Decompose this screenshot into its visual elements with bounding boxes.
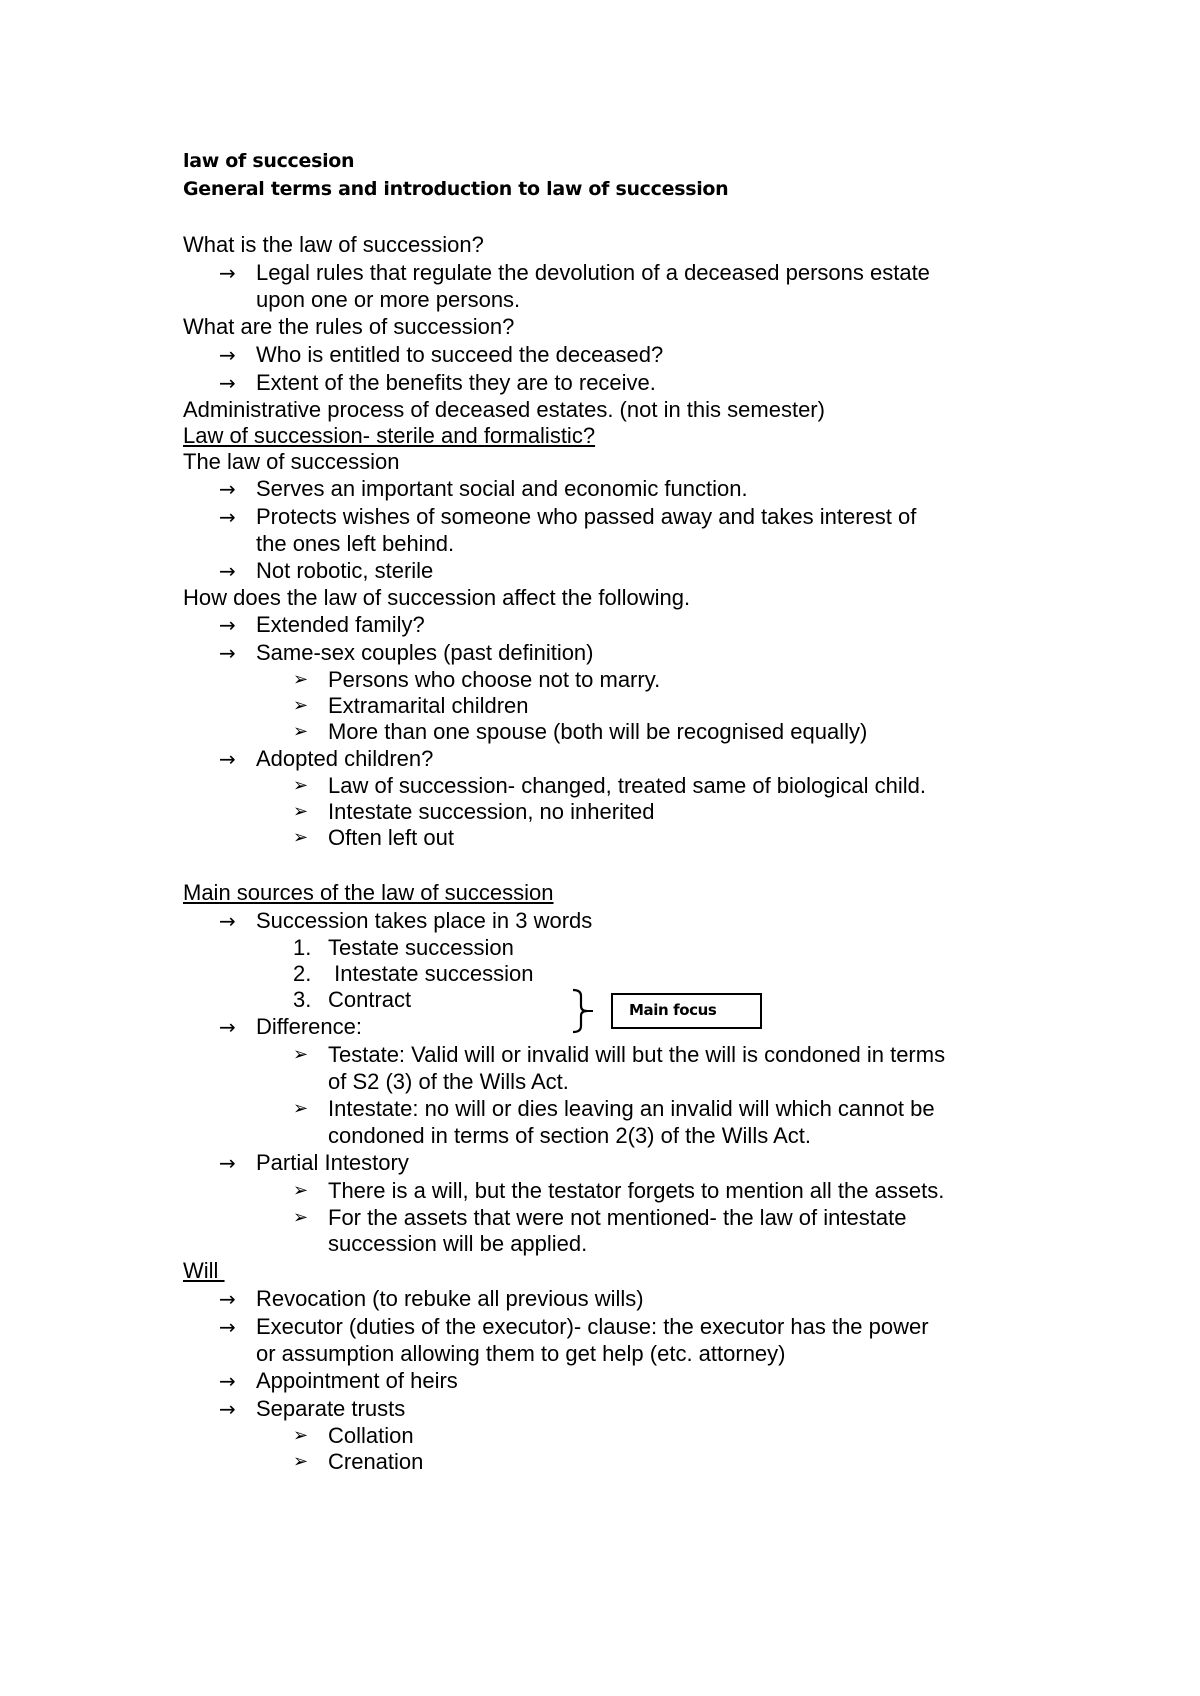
sub-list-item: ➢ Crenation xyxy=(293,1449,424,1474)
document-body xyxy=(183,147,1063,1475)
sub-list-item: ➢ Intestate: no will or dies leaving an invalid will which cannot be xyxy=(293,1096,935,1121)
numbered-item: 2. Intestate succession xyxy=(293,961,534,986)
list-item: → Protects wishes of someone who passed away and takes interest of xyxy=(219,504,917,529)
numbered-item: 3. Contract xyxy=(293,987,412,1012)
affect-line: How does the law of succession affect the following. xyxy=(183,585,691,610)
arrow-icon: → xyxy=(219,613,236,637)
bullet-icon: ➢ xyxy=(293,721,309,742)
arrow-icon: → xyxy=(219,1015,236,1039)
arrow-icon: → xyxy=(219,909,236,933)
list-item: → Extended family? xyxy=(219,612,425,637)
bullet-icon: ➢ xyxy=(293,1180,309,1201)
arrow-icon: → xyxy=(219,559,236,583)
question-rules: What are the rules of succession? xyxy=(183,314,515,339)
list-item: → Legal rules that regulate the devolution of a deceased persons estate xyxy=(219,260,930,285)
admin-line: Administrative process of deceased estates. (not in this semester) xyxy=(183,397,825,422)
list-item: → Succession takes place in 3 words xyxy=(219,908,593,933)
sub-list-item: ➢ Law of succession- changed, treated same of biological child. xyxy=(293,773,927,798)
arrow-icon: → xyxy=(219,747,236,771)
list-item: → Appointment of heirs xyxy=(219,1368,458,1393)
sub-list-item-continued: condoned in terms of section 2(3) of the Wills Act. xyxy=(328,1123,812,1148)
document-subtitle: General terms and introduction to law of succession xyxy=(183,178,729,200)
list-item: → Not robotic, sterile xyxy=(219,558,434,583)
main-focus-box xyxy=(611,993,762,1029)
arrow-icon: → xyxy=(219,505,236,529)
list-item: → Extent of the benefits they are to receive. xyxy=(219,370,656,395)
section-heading-will: Will xyxy=(183,1258,225,1283)
list-item: → Serves an important social and economic function. xyxy=(219,476,748,501)
arrow-icon: → xyxy=(219,641,236,665)
list-item: → Revocation (to rebuke all previous wills) xyxy=(219,1286,644,1311)
sub-list-item: ➢ Collation xyxy=(293,1423,414,1448)
list-item-continued: the ones left behind. xyxy=(256,531,455,556)
arrow-icon: → xyxy=(219,1369,236,1393)
arrow-icon: → xyxy=(219,1287,236,1311)
sub-list-item: ➢ There is a will, but the testator forgets to mention all the assets. xyxy=(293,1178,945,1203)
section-heading-sources: Main sources of the law of succession xyxy=(183,880,554,905)
bullet-icon: ➢ xyxy=(293,1207,309,1228)
question-what-is: What is the law of succession? xyxy=(183,232,484,257)
sub-list-item: ➢ For the assets that were not mentioned- the law of intestate xyxy=(293,1205,907,1230)
arrow-icon: → xyxy=(219,477,236,501)
section-heading-sterile: Law of succession- sterile and formalistic? xyxy=(183,423,596,448)
list-item: → Executor (duties of the executor)- clause: the executor has the power xyxy=(219,1314,929,1339)
bullet-icon: ➢ xyxy=(293,775,309,796)
sub-list-item: ➢ Intestate succession, no inherited xyxy=(293,799,655,824)
list-item: → Partial Intestory xyxy=(219,1150,409,1175)
bullet-icon: ➢ xyxy=(293,695,309,716)
list-item: → Separate trusts xyxy=(219,1396,406,1421)
right-brace-icon xyxy=(571,988,595,1034)
bullet-icon: ➢ xyxy=(293,1425,309,1446)
arrow-icon: → xyxy=(219,371,236,395)
sub-list-item: ➢ Testate: Valid will or invalid will but the will is condoned in terms xyxy=(293,1042,946,1067)
main-focus-label: Main focus xyxy=(629,1001,717,1019)
list-item: → Who is entitled to succeed the deceased? xyxy=(219,342,664,367)
bullet-icon: ➢ xyxy=(293,669,309,690)
document-title: law of succesion xyxy=(183,150,355,172)
bullet-icon: ➢ xyxy=(293,1098,309,1119)
bullet-icon: ➢ xyxy=(293,827,309,848)
arrow-icon: → xyxy=(219,1315,236,1339)
law-line: The law of succession xyxy=(183,449,400,474)
arrow-icon: → xyxy=(219,343,236,367)
sub-list-item: ➢ Persons who choose not to marry. xyxy=(293,667,661,692)
sub-list-item-continued: of S2 (3) of the Wills Act. xyxy=(328,1069,569,1094)
numbered-item: 1. Testate succession xyxy=(293,935,514,960)
arrow-icon: → xyxy=(219,261,236,285)
spacer xyxy=(183,851,1063,879)
sub-list-item: ➢ Extramarital children xyxy=(293,693,529,718)
list-item-continued: or assumption allowing them to get help (etc. attorney) xyxy=(256,1341,786,1366)
list-item: → Adopted children? xyxy=(219,746,434,771)
arrow-icon: → xyxy=(219,1151,236,1175)
sub-list-item-continued: succession will be applied. xyxy=(328,1231,588,1256)
list-item-continued: upon one or more persons. xyxy=(256,287,521,312)
bullet-icon: ➢ xyxy=(293,801,309,822)
spacer xyxy=(183,203,1063,231)
sub-list-item: ➢ Often left out xyxy=(293,825,454,850)
sub-list-item: ➢ More than one spouse (both will be recognised equally) xyxy=(293,719,868,744)
bullet-icon: ➢ xyxy=(293,1451,309,1472)
bullet-icon: ➢ xyxy=(293,1044,309,1065)
list-item: → Difference: xyxy=(219,1014,362,1039)
arrow-icon: → xyxy=(219,1397,236,1421)
list-item: → Same-sex couples (past definition) xyxy=(219,640,594,665)
